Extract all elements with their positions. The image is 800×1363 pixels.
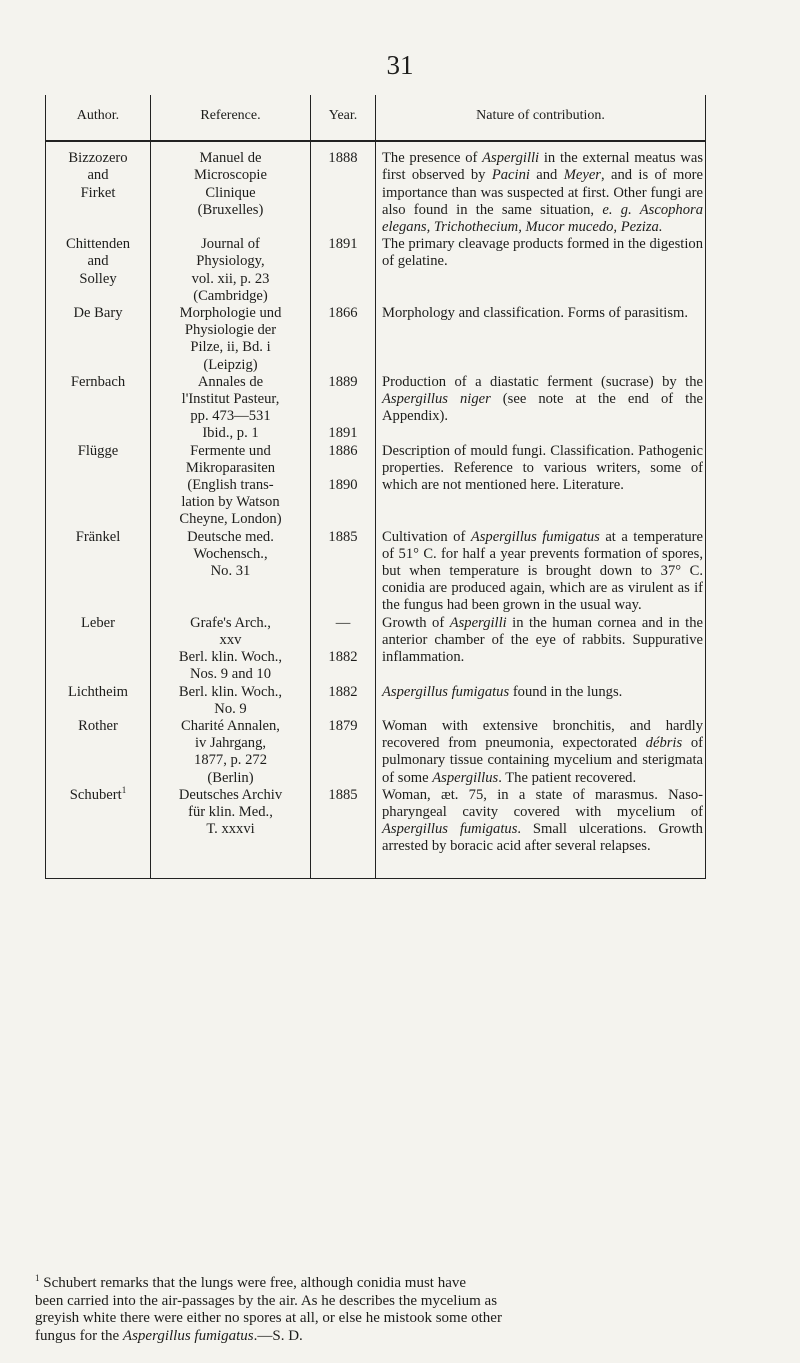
nature-cell — [376, 443, 706, 529]
author-line: Fränkel — [75, 528, 121, 545]
reference-line: Journal of — [201, 236, 260, 253]
author-cell — [46, 305, 151, 374]
author-line: Lichtheim — [68, 683, 128, 700]
nature-italic: débris — [645, 735, 683, 752]
nature-cell — [376, 141, 706, 236]
nature-text: The presence of — [382, 150, 483, 167]
year-cell — [311, 236, 376, 305]
reference-line: No. 9 — [214, 700, 247, 717]
reference-line: (Bruxelles) — [197, 201, 264, 218]
author-line: and — [87, 253, 109, 270]
nature-text: Morphology and classification. Forms of parasitism. — [382, 305, 689, 322]
reference-line: Deutsche med. — [187, 528, 274, 545]
author-line: Leber — [80, 614, 116, 631]
reference-line: Deutsches Archiv — [178, 786, 283, 803]
nature-text: Growth of — [382, 614, 450, 631]
table-row — [46, 305, 706, 374]
author-line: Rother — [78, 717, 118, 734]
footnote-marker: 1 — [121, 784, 127, 795]
author-cell — [46, 615, 151, 684]
table-row — [46, 718, 706, 787]
author-cell — [46, 529, 151, 615]
reference-line: iv Jahrgang, — [194, 735, 267, 752]
footnote-signature: .—S. D. — [253, 1327, 303, 1344]
year-value: 1891 — [328, 425, 358, 442]
reference-line: für klin. Med., — [188, 803, 273, 820]
nature-cell — [376, 305, 706, 374]
nature-text: in the external meatus was first observed by — [382, 150, 703, 184]
reference-cell — [151, 787, 311, 878]
reference-line: Microscopie — [194, 167, 267, 184]
header-author: Author. — [46, 95, 151, 141]
year-value: 1889 — [328, 373, 358, 390]
year-cell — [311, 374, 376, 443]
year-cell — [311, 615, 376, 684]
author-line: and — [87, 167, 109, 184]
reference-line: (English trans- — [187, 477, 274, 494]
nature-text: Production of a diastatic ferment (sucrase) by the — [382, 373, 703, 390]
page-number: 31 — [386, 50, 414, 80]
nature-text: . Small ulcerations. Growth arrested by boracic acid after several relapses. — [382, 821, 703, 855]
reference-line: Manuel de — [199, 150, 262, 167]
year-cell — [311, 718, 376, 787]
footnote-text: Schubert remarks that the lungs were free, although conidia must have — [39, 1275, 467, 1291]
reference-cell — [151, 305, 311, 374]
footnote-line: greyish white there were either no spores at all, or else he mistook some other — [35, 1310, 502, 1326]
year-value: 1886 — [328, 442, 358, 459]
nature-italic: Pacini — [491, 167, 530, 184]
header-reference: Reference. — [151, 95, 311, 141]
reference-line: Grafe's Arch., — [190, 614, 271, 631]
table-row — [46, 443, 706, 529]
reference-line: 1877, p. 272 — [194, 752, 267, 769]
author-line: Fernbach — [70, 373, 126, 390]
nature-italic: Aspergilli — [482, 150, 540, 167]
nature-text: found in the lungs. — [509, 683, 623, 700]
reference-cell — [151, 615, 311, 684]
reference-line: Charité Annalen, — [181, 717, 280, 734]
year-value: 1885 — [328, 786, 358, 803]
year-value: 1888 — [328, 150, 358, 167]
reference-line: Mikroparasiten — [185, 459, 276, 476]
reference-line: vol. xii, p. 23 — [191, 270, 270, 287]
author-cell — [46, 718, 151, 787]
year-value: 1866 — [328, 305, 358, 322]
reference-line: Berl. klin. Woch., — [178, 683, 283, 700]
reference-line: Physiology, — [196, 253, 265, 270]
table-row — [46, 787, 706, 878]
author-cell — [46, 684, 151, 718]
year-cell — [311, 141, 376, 236]
nature-italic: Aspergilli — [449, 614, 507, 631]
reference-line: Pilze, ii, Bd. i — [190, 339, 271, 356]
nature-text: of pulmonary tissue containing mycelium and sterigmata of some — [382, 735, 703, 786]
table-row — [46, 141, 706, 236]
table-row — [46, 236, 706, 305]
nature-text: Woman with extensive bronchitis, and hardly recovered from pneumonia, expectorated — [382, 717, 703, 752]
reference-cell — [151, 141, 311, 236]
reference-line: (Leipzig) — [203, 356, 258, 373]
reference-line: Nos. 9 and 10 — [189, 666, 272, 683]
footnote-line — [35, 1328, 775, 1346]
author-cell — [46, 236, 151, 305]
nature-text: . The patient recovered. — [498, 769, 637, 786]
nature-text: Cultivation of — [382, 528, 471, 545]
reference-line: Fermente und — [190, 442, 271, 459]
footnote-italic: Aspergillus fumigatus — [122, 1327, 254, 1344]
nature-text: Woman, æt. 75, in a state of marasmus. Naso-pharyngeal cavity covered with mycelium of — [382, 786, 703, 820]
nature-italic: Aspergillus fumigatus — [382, 821, 518, 838]
year-value: 1882 — [328, 649, 358, 666]
reference-cell — [151, 684, 311, 718]
nature-text: and — [529, 167, 564, 184]
year-cell — [311, 305, 376, 374]
footnote — [35, 1275, 775, 1345]
reference-line: T. xxxvi — [206, 821, 255, 838]
nature-cell — [376, 615, 706, 684]
nature-cell — [376, 529, 706, 615]
reference-cell — [151, 236, 311, 305]
author-line: De Bary — [73, 305, 123, 322]
year-cell — [311, 787, 376, 878]
footnote-number: 1 — [35, 1273, 40, 1283]
author-line: Flügge — [77, 442, 119, 459]
reference-cell — [151, 529, 311, 615]
year-value: 1891 — [328, 236, 358, 253]
year-cell — [311, 684, 376, 718]
header-nature: Nature of contribution. — [376, 95, 706, 141]
author-line: Chittenden — [65, 236, 131, 253]
reference-line: Clinique — [205, 184, 256, 201]
nature-cell — [376, 718, 706, 787]
author-cell — [46, 443, 151, 529]
footnote-line — [35, 1275, 775, 1293]
nature-italic: e. g. Ascophora elegans, Trichothecium, Mucor mucedo, Peziza. — [382, 201, 703, 236]
table-row — [46, 529, 706, 615]
year-value: 1890 — [328, 477, 358, 494]
reference-cell — [151, 718, 311, 787]
reference-line: Annales de — [197, 373, 264, 390]
reference-line: Cheyne, London) — [179, 511, 282, 528]
author-cell — [46, 374, 151, 443]
reference-cell — [151, 374, 311, 443]
nature-cell — [376, 236, 706, 305]
author-line — [50, 784, 146, 804]
table-row — [46, 684, 706, 718]
nature-cell — [376, 684, 706, 718]
footnote-line: been carried into the air-passages by the air. As he describes the mycelium as — [35, 1292, 498, 1309]
reference-line: pp. 473—531 — [190, 408, 271, 425]
nature-italic: Aspergillus — [432, 769, 499, 786]
reference-line: Berl. klin. Woch., — [178, 649, 283, 666]
author-cell — [46, 784, 151, 878]
nature-text: Description of mould fungi. Classification. Pathogenic properties. Reference to various writers, some of which are not mentioned here. Literature. — [382, 442, 703, 494]
reference-line: (Cambridge) — [193, 287, 268, 304]
nature-text: The primary cleavage products formed in the digestion of gelatine. — [382, 236, 703, 270]
author-line: Bizzozero — [68, 150, 128, 167]
year-value: — — [335, 614, 351, 631]
reference-line: xxv — [219, 631, 242, 648]
author-line: Solley — [79, 270, 117, 287]
author-cell — [46, 141, 151, 236]
nature-cell — [376, 787, 706, 878]
reference-line: Physiologie der — [184, 322, 277, 339]
nature-text: in the human cornea and in the anterior chamber of the eye of rabbits. Suppurative inflammation. — [382, 614, 704, 666]
nature-text: (see note at the end of the Appendix). — [382, 391, 703, 425]
footnote-text: fungus for the — [35, 1327, 123, 1344]
reference-line: Morphologie und — [179, 305, 282, 322]
reference-line: No. 31 — [210, 563, 251, 580]
nature-text: , and is of more importance than was suspected at first. Other fungi are also found in the same situation, — [382, 167, 703, 218]
table-header-row — [46, 95, 706, 141]
contributions-table — [45, 95, 706, 879]
year-cell — [311, 443, 376, 529]
nature-italic: Meyer — [563, 167, 601, 184]
reference-line: Ibid., p. 1 — [202, 425, 259, 442]
author-line: Firket — [80, 184, 116, 201]
reference-line: lation by Watson — [181, 494, 280, 511]
year-value: 1885 — [328, 528, 358, 545]
reference-line: l'Institut Pasteur, — [181, 391, 280, 408]
reference-line: Wochensch., — [193, 545, 268, 562]
reference-line: (Berlin) — [207, 769, 254, 786]
nature-italic: Aspergillus fumigatus — [382, 683, 510, 700]
table-row — [46, 615, 706, 684]
nature-text: at a temperature of 51° C. for half a year prevents formation of spores, but when temperature is brought down to 37° C. conidia are produced again, which are as virulent as if the fungus had been grown in the usual way. — [382, 528, 703, 614]
table-row — [46, 374, 706, 443]
reference-cell — [151, 443, 311, 529]
year-cell — [311, 529, 376, 615]
header-year: Year. — [311, 95, 376, 141]
nature-cell — [376, 374, 706, 443]
year-value: 1882 — [328, 683, 358, 700]
nature-italic: Aspergillus niger — [382, 391, 491, 408]
author-name: Schubert — [69, 786, 122, 803]
year-value: 1879 — [328, 717, 358, 734]
nature-italic: Aspergillus fumigatus — [470, 528, 600, 545]
